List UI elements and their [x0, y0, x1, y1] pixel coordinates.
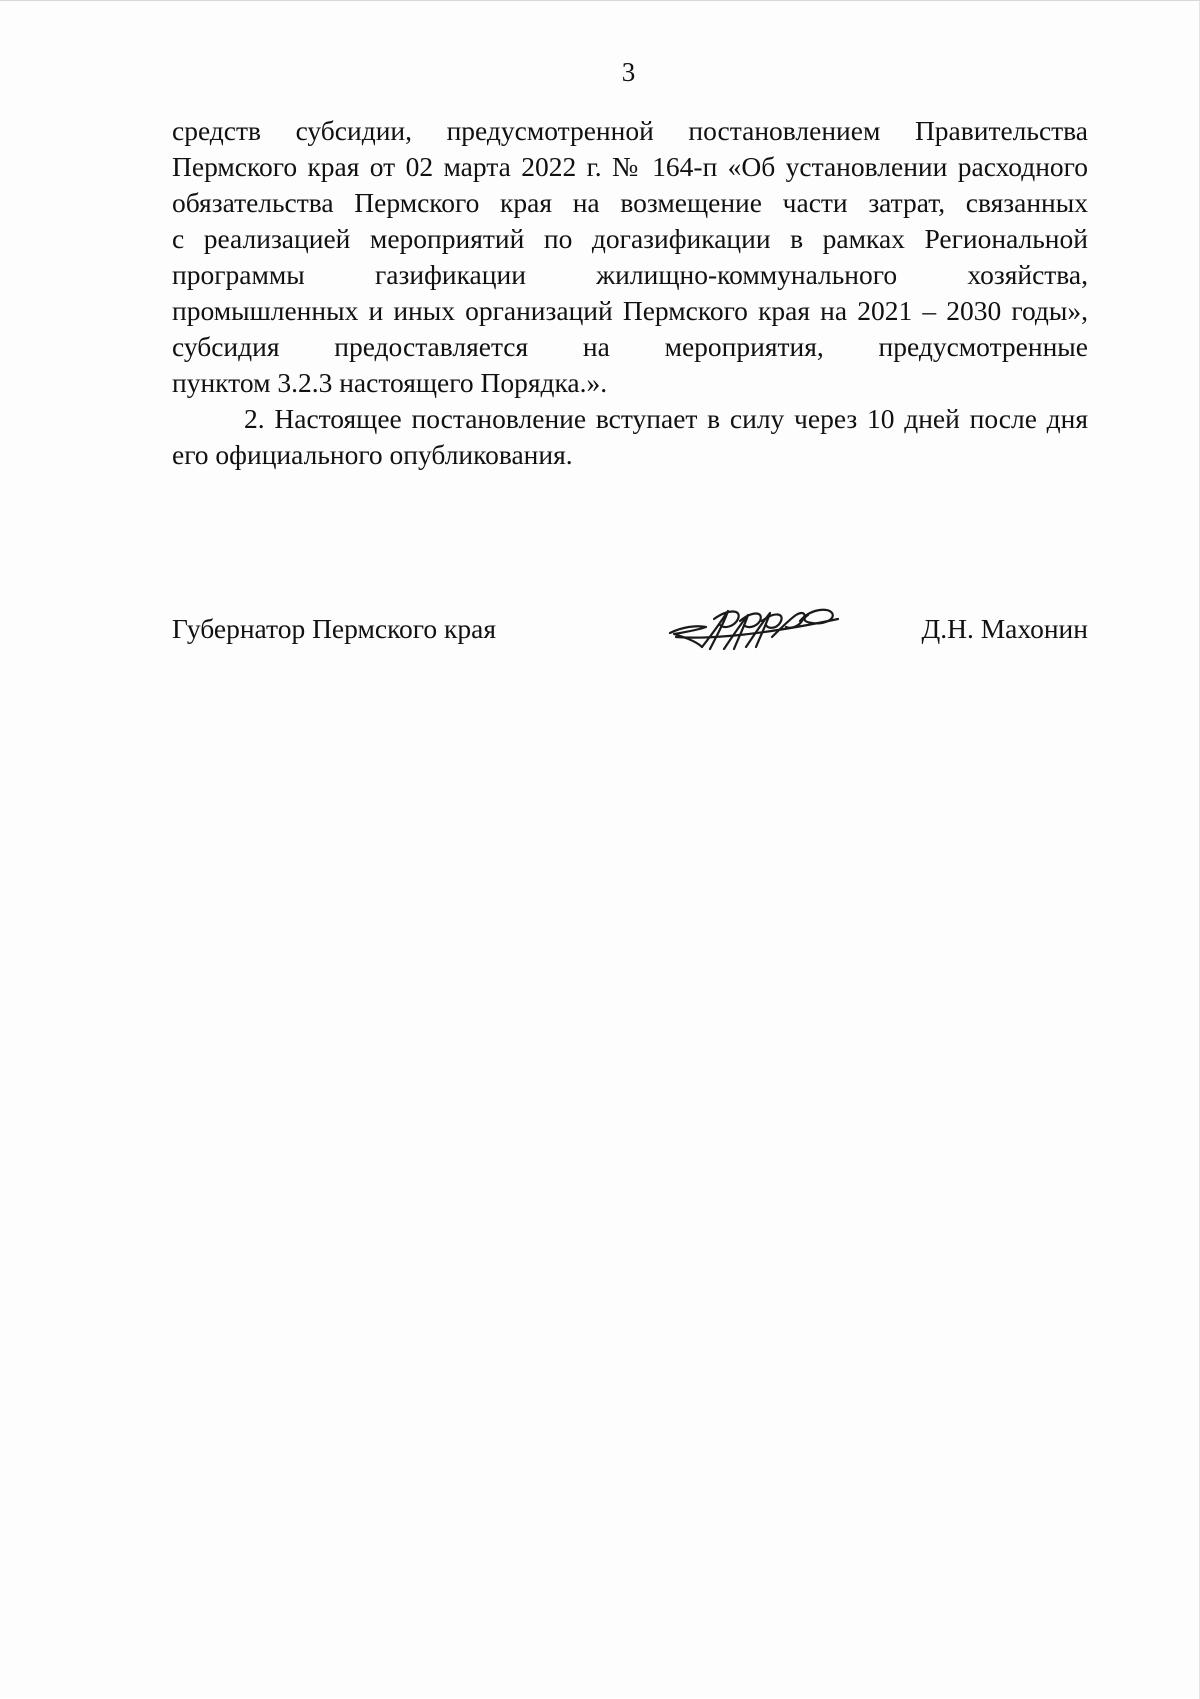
paragraph-2: [172, 401, 1088, 473]
text-line: Пермского края от 02 марта 2022 г. № 164-п «Об установлении расходного: [172, 151, 1088, 182]
signatory-title: Губернатор Пермского края: [172, 613, 496, 644]
text-line: с реализацией мероприятий по догазификации в рамках Региональной: [172, 223, 1088, 254]
signatory-name: Д.Н. Махонин: [921, 613, 1088, 644]
handwritten-signature-icon: [662, 597, 842, 661]
signature-block: [172, 611, 1088, 671]
text-line: 2. Настоящее постановление вступает в силу через 10 дней после дня: [244, 403, 1088, 434]
text-line: пунктом 3.2.3 настоящего Порядка.».: [172, 367, 608, 398]
text-line: субсидия предоставляется на мероприятия, предусмотренные: [172, 331, 1088, 362]
paragraph-1: [172, 113, 1088, 401]
text-line: обязательства Пермского края на возмещение части затрат, связанных: [172, 187, 1088, 218]
page-number: 3: [621, 57, 636, 87]
text-line: программы газификации жилищно-коммунального хозяйства,: [172, 259, 1088, 290]
document-body: [172, 113, 1088, 473]
text-line: его официального опубликования.: [172, 439, 573, 470]
text-line: промышленных и иных организаций Пермского края на 2021 – 2030 годы»,: [172, 295, 1088, 326]
text-line: средств субсидии, предусмотренной постановлением Правительства: [172, 115, 1088, 146]
